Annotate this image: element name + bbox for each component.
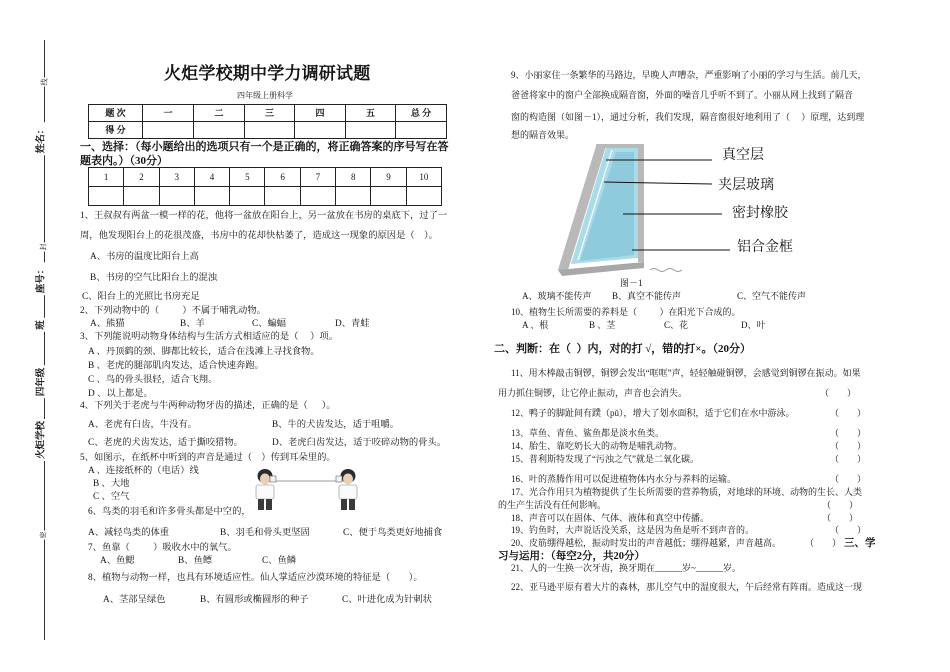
q9-option-b: B、真空不能传声 [612, 291, 682, 301]
q19-text: 19、钓鱼时，大声说话没关系，这是因为鱼是听不到声音的。 [511, 525, 755, 535]
answer-cell [300, 187, 335, 206]
q4-option-b: B、牛的犬齿发达，适于咀嚼。 [272, 420, 400, 430]
answer-cell [230, 187, 265, 206]
q10-option-d: D、叶 [741, 320, 766, 330]
q10-stem: 10、植物生长所需要的养料是（ ）在阳光下合成的。 [511, 307, 741, 317]
q5-stem: 5、如图示，在纸杯中听到的声音是通过（ ）传到耳朵里的。 [80, 453, 336, 463]
q16-text: 16、叶的蒸腾作用可以促进植物体内水分与养料的运输。 [511, 474, 737, 484]
q17-line-2: 的生产生活没有任何影响。 [498, 500, 607, 510]
answer-blank-row [89, 187, 442, 206]
answer-cell [265, 187, 300, 206]
answer-table [88, 167, 442, 206]
q7-option-c: C、鱼鳞 [262, 556, 297, 566]
q12-text: 12、鸭子的脚趾间有蹼（pǔ），增大了划水面积，适于它们在水中游泳。 [511, 408, 795, 418]
q11-answer-bracket: （ ） [820, 388, 857, 398]
q10-option-c: C、花 [664, 320, 689, 330]
seal-mark-mi: 密 [39, 531, 48, 539]
q2-stem: 2、下列动物中的（ ）不属于哺乳动物。 [80, 306, 266, 316]
class-label: 班 [36, 320, 47, 330]
q17-answer-bracket: （ ） [822, 500, 859, 510]
q3-option-a: A 、丹顶鹤的颈、脚都比较长，适合在浅滩上寻找食物。 [88, 347, 320, 357]
q7-option-a: A、鱼鳃 [100, 556, 135, 566]
q1-option-a: A、书房的温度比阳台上高 [90, 252, 199, 262]
window-right-frame [638, 146, 644, 262]
q9-option-c: C、空气不能传声 [737, 291, 807, 301]
q16-answer-bracket: （ ） [830, 474, 867, 484]
score-row-label-score: 得 分 [89, 122, 143, 139]
score-table-header-row [89, 105, 447, 122]
q5-option-a: A 、连接纸杯的（电话）线 [88, 466, 199, 476]
q3-stem: 3、下列能说明动物身体结构与生活方式相适应的是（ ）项。 [80, 332, 338, 342]
score-cell [346, 122, 396, 139]
q20-text: 20、皮筋绷得越松，振动时发出的声音越低；绷得越紧，声音越高。 [511, 538, 782, 548]
seal-mark-feng: 封 [39, 243, 48, 251]
q2-option-c: C、蝙蝠 [252, 319, 287, 329]
answer-cell [194, 187, 229, 206]
q9-option-a: A、玻璃不能传声 [522, 291, 592, 301]
child-left-figure [256, 469, 276, 510]
figure-caption: 图－1 [620, 278, 643, 288]
answer-cell [406, 187, 441, 206]
soundproof-window-diagram [540, 140, 735, 280]
q4-option-d: D、老虎臼齿发达，适于咬碎动物的骨头。 [272, 438, 447, 448]
section1-heading-line-2: 题表内。）（30分） [80, 155, 168, 167]
figure-label-vacuum-layer: 真空层 [722, 147, 764, 163]
answer-number: 6 [265, 168, 300, 187]
answer-cell [371, 187, 406, 206]
q22-text: 22、亚马逊平原有着大片的森林，那儿空气中的湿度很大，午后经常有阵雨。造成这一现 [511, 582, 863, 592]
q11-line-2: 用力抓住铜锣，让它停止振动，声音也会消失。 [498, 388, 688, 398]
school-label: 火炬学校 [36, 420, 47, 460]
score-col-5: 五 [346, 105, 396, 122]
score-cell [194, 122, 245, 139]
answer-number-row [89, 168, 442, 187]
q15-text: 15、普利斯特发现了“污浊之气”就是二氧化碳。 [511, 454, 699, 464]
q9-stem-line-4: 想的隔音效果。 [511, 130, 575, 140]
seal-mark-xian: 线 [40, 78, 49, 86]
q10-option-a: A 、根 [522, 320, 549, 330]
q2-option-b: B、羊 [180, 319, 205, 329]
answer-number: 2 [124, 168, 159, 187]
score-col-2: 二 [194, 105, 245, 122]
q5-option-b: B 、大地 [93, 479, 130, 489]
answer-cell [89, 187, 124, 206]
score-col-total: 总 分 [396, 105, 447, 122]
score-cell [396, 122, 447, 139]
q14-answer-bracket: （ ） [830, 441, 867, 451]
q1-stem-line-2: 周，他发现阳台上的花很茂盛，书房中的花却快枯萎了，造成这一现象的原因是（ ）。 [80, 231, 438, 241]
q20-answer-bracket: （ ） [805, 538, 842, 548]
q9-stem-line-1: 9、小丽家住一条繁华的马路边，早晚人声嘈杂，严重影响了小丽的学习与生活。前几天， [511, 70, 867, 80]
q10-option-b: B 、茎 [589, 320, 616, 330]
section3-heading-part-2: 习与运用：（每空2分，共20分） [498, 551, 645, 562]
q4-option-a: A、老虎有臼齿，牛没有。 [88, 420, 197, 430]
q13-answer-bracket: （ ） [830, 428, 867, 438]
q6-option-a: A、减轻鸟类的体重 [88, 528, 170, 538]
answer-cell [159, 187, 194, 206]
answer-cell [336, 187, 371, 206]
seat-label: 座号： [36, 264, 47, 294]
q8-stem: 8、植物与动物一样，也具有环境适应性。仙人掌适应沙漠环境的特征是（ ）。 [88, 573, 423, 583]
figure-label-sealing-rubber: 密封橡胶 [732, 205, 788, 221]
q14-text: 14、胎生、靠吃奶长大的动物是哺乳动物。 [511, 441, 683, 451]
score-table [88, 104, 447, 139]
answer-number: 5 [230, 168, 265, 187]
q5-option-c: C 、空气 [93, 492, 130, 502]
score-table-score-row [89, 122, 447, 139]
q4-stem: 4、下列关于老虎与牛两种动物牙齿的描述，正确的是（ ）。 [80, 401, 336, 411]
window-bottom-frame [558, 262, 644, 276]
q3-option-d: D 、以上都是。 [88, 389, 153, 399]
q2-option-a: A、熊猫 [90, 319, 125, 329]
child-right-figure [336, 469, 357, 510]
q3-option-b: B 、老虎的腿部肌肉发达，适合快速奔跑。 [88, 361, 264, 371]
q7-option-b: B、鱼鳔 [178, 556, 213, 566]
page-title: 火炬学校期中学力调研试题 [164, 64, 371, 83]
score-cell [295, 122, 346, 139]
score-col-3: 三 [245, 105, 295, 122]
q21-text: 21、人的一生换一次牙齿，换牙期在______岁~______岁。 [511, 563, 741, 573]
q18-answer-bracket: （ ） [822, 513, 859, 523]
q1-option-b: B、书房的空气比阳台上的混浊 [90, 273, 218, 283]
score-col-1: 一 [143, 105, 194, 122]
q11-line-1: 11、用木棒敲击铜锣，铜锣会发出“哐哐”声，轻轻触碰铜锣，会感觉到铜锣在振动。如果 [511, 368, 861, 378]
q9-stem-line-3: 窗的构造图（如图－1），通过分析，我们发现，隔音窗很好地利用了（ ）原理，达到理 [511, 112, 865, 122]
name-label: 姓名： [36, 124, 47, 154]
q13-text: 13、草鱼、青鱼、鲨鱼都是淡水鱼类。 [511, 428, 665, 438]
q6-option-b: B、羽毛和骨头更坚固 [220, 528, 310, 538]
answer-cell [124, 187, 159, 206]
q8-option-c: C、叶进化成为针刺状 [342, 595, 432, 605]
q12-answer-bracket: （ ） [830, 408, 867, 418]
figure-label-laminated-glass: 夹层玻璃 [718, 177, 774, 193]
score-col-4: 四 [295, 105, 346, 122]
page-subtitle: 四年级上册科学 [237, 91, 293, 100]
string-telephone-illustration [245, 466, 365, 512]
score-cell [143, 122, 194, 139]
section1-heading-line-1: 一、选择：（每小题给出的选项只有一个是正确的，将正确答案的序号写在答 [80, 141, 449, 153]
q4-option-c: C、老虎的犬齿发达，适于撕咬猎物。 [88, 438, 243, 448]
q7-stem: 7、鱼靠（ ）吸收水中的氧气。 [88, 543, 237, 553]
q9-stem-line-2: 爸爸将家中的窗户全部换成隔音窗，外面的噪音几乎听不到了。小丽从网上找到了隔音 [511, 90, 854, 100]
answer-number: 9 [371, 168, 406, 187]
q2-option-d: D、青蛙 [335, 319, 370, 329]
section3-heading-part-1: 三、学 [844, 538, 876, 549]
q1-option-c: C、阳台上的光照比书房充足 [82, 292, 200, 302]
answer-number: 3 [159, 168, 194, 187]
figure-label-aluminum-frame: 铝合金框 [737, 239, 793, 255]
section2-heading: 二、判断：在（ ）内，对的打 √，错的打×。（20分） [494, 343, 752, 355]
q8-option-a: A、茎部呈绿色 [103, 595, 166, 605]
q6-option-c: C、便于鸟类更好地捕食 [343, 528, 443, 538]
answer-number: 7 [300, 168, 335, 187]
q17-line-1: 17、光合作用只为植物提供了生长所需要的营养物质，对地球的环境、动物的生长、人类 [511, 487, 863, 497]
answer-number: 1 [89, 168, 124, 187]
answer-number: 8 [336, 168, 371, 187]
score-row-label-question: 题 次 [89, 105, 143, 122]
q8-option-b: B、有圆形或椭圆形的种子 [200, 595, 309, 605]
answer-number: 10 [406, 168, 441, 187]
q15-answer-bracket: （ ） [830, 454, 867, 464]
q18-text: 18、声音可以在固体、气体、液体和真空中传播。 [511, 513, 710, 523]
score-cell [245, 122, 295, 139]
q19-answer-bracket: （ ） [830, 525, 867, 535]
grade-label: 四年级 [36, 367, 47, 397]
answer-number: 4 [194, 168, 229, 187]
q3-option-c: C 、鸟的骨头很轻，适合飞翔。 [88, 375, 218, 385]
q6-stem: 6、鸟类的羽毛和许多骨头都是中空的， [88, 507, 251, 517]
q1-stem-line-1: 1、王叔叔有两盆一模一样的花，他将一盆放在阳台上，另一盆放在书房的桌底下，过了一 [80, 211, 448, 221]
